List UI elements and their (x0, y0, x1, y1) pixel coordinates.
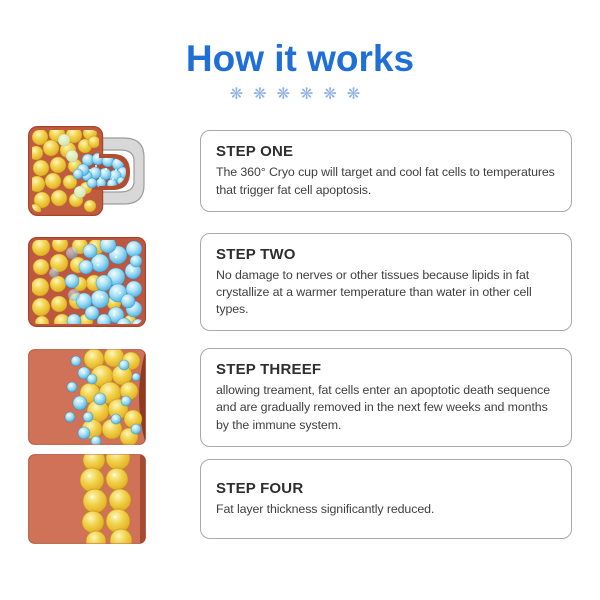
step-two-card (200, 233, 572, 331)
step-two-title: STEP TWO (216, 246, 296, 263)
step-row-one (28, 126, 572, 216)
snowflake-icon: ❋ (300, 86, 324, 103)
cryo-cup-suction-illustration-icon (28, 126, 146, 216)
snowflake-icon: ❋ (323, 86, 347, 103)
snowflake-icon: ❋ (229, 86, 254, 103)
step-row-three (28, 348, 572, 446)
step-three-card (200, 348, 572, 446)
step-one-description: The 360° Cryo cup will target and cool fat cells to temperatures that trigger fat cell apoptosis. (216, 165, 555, 197)
step-four-card (200, 459, 572, 539)
snowflake-icon: ❋ (346, 86, 371, 103)
step-one-title: STEP ONE (216, 143, 294, 161)
reduced-fat-layer-illustration-icon (28, 454, 146, 544)
fat-cells-crystallizing-illustration-icon (28, 237, 146, 327)
step-two-description: No damage to nerves or other tissues because lipids in fat crystallize at a warmer temperature than water in other cell types. (216, 268, 532, 317)
step-row-four (28, 454, 572, 544)
snowflake-icon: ❋ (276, 86, 300, 103)
steps-list (0, 126, 600, 544)
page-title: How it works (185, 38, 415, 79)
snowflake-row (0, 87, 600, 103)
step-three-description: allowing treament, fat cells enter an apoptotic death sequence and are gradually removed in the next few weeks and months by the immune system. (216, 383, 551, 432)
step-one-card (200, 130, 572, 211)
step-four-title: STEP FOUR (216, 479, 304, 497)
step-three-title: STEP THREEF (216, 361, 322, 379)
step-four-description: Fat layer thickness significantly reduced. (216, 501, 435, 516)
apoptotic-cells-removal-illustration-icon (28, 349, 146, 445)
snowflake-icon: ❋ (253, 86, 277, 103)
step-row-two (28, 233, 572, 331)
